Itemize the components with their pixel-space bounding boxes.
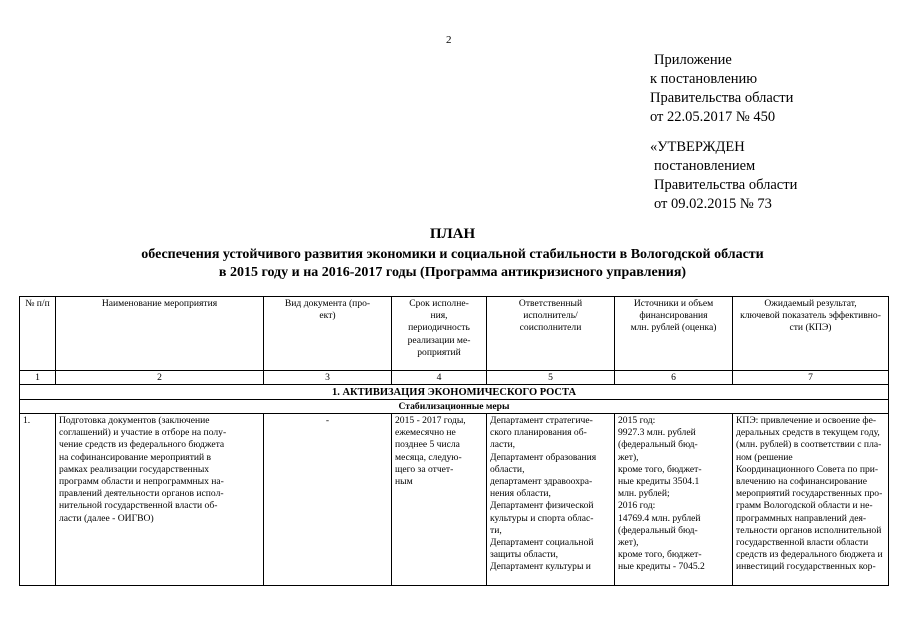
column-number-6: 6 [615, 371, 733, 385]
plan-table [19, 296, 889, 586]
subtitle-line-1: обеспечения устойчивого развития экономики и социальной стабильности в Вологодской области [141, 247, 764, 262]
header-document-type: Вид документа (про- ект) [264, 297, 392, 371]
column-number-7: 7 [733, 371, 889, 385]
column-number-1: 1 [20, 371, 56, 385]
table-header-row [20, 297, 889, 371]
row-result: КПЭ: привлечение и освоение фе- деральных средств в текущем году, (млн. рублей) в соответствии с пла- ном (решение Координационного Совета по при- влечению на софинансирование мероприятий государственных про- грамм Вологодской области и не- программных направлений дея- тельности органов исполнительной государственной власти области средств из федерального бюджета и инвестиций государственных кор- [733, 414, 889, 586]
appendix-line-1: Приложение [654, 52, 732, 68]
section-title: 1. АКТИВИЗАЦИЯ ЭКОНОМИЧЕСКОГО РОСТА [20, 385, 889, 400]
header-deadline: Срок исполне- ния, периодичность реализации ме- роприятий [392, 297, 487, 371]
header-financing: Источники и объем финансирования млн. рублей (оценка) [615, 297, 733, 371]
row-activity: Подготовка документов (заключение соглашений) и участие в отборе на полу- чение средств из федерального бюджета на софинансирование мероприятий в рамках реализации государственных программ области и непрограммных на- правлений деятельности органов испол- нительной государственной власти об- ласти (далее - ОИГВО) [56, 414, 264, 586]
header-activity: Наименование мероприятия [56, 297, 264, 371]
appendix-line-2: к постановлению [650, 71, 758, 87]
subsection-row [20, 400, 889, 414]
document-subtitle [0, 246, 905, 282]
approval-line-4: от 09.02.2015 № 73 [654, 196, 772, 212]
column-number-3: 3 [264, 371, 392, 385]
row-financing: 2015 год: 9927.3 млн. рублей (федеральный бюд- жет), кроме того, бюджет- ные кредиты 3504.1 млн. рублей; 2016 год: 14769.4 млн. рублей (федеральный бюд- жет), кроме того, бюджет- ные кредиты - 7045.2 [615, 414, 733, 586]
approval-line-1: «УТВЕРЖДЕН [650, 139, 745, 155]
header-number: № п/п [20, 297, 56, 371]
approval-line-3: Правительства области [654, 177, 798, 193]
column-number-2: 2 [56, 371, 264, 385]
page-number: 2 [446, 34, 452, 46]
approval-line-2: постановлением [654, 158, 756, 174]
subsection-title: Стабилизационные меры [20, 400, 889, 414]
row-number: 1. [20, 414, 56, 586]
appendix-line-4: от 22.05.2017 № 450 [650, 109, 776, 125]
header-responsible: Ответственный исполнитель/ соисполнители [487, 297, 615, 371]
header-result: Ожидаемый результат, ключевой показатель эффективно- сти (КПЭ) [733, 297, 889, 371]
section-row [20, 385, 889, 400]
appendix-line-3: Правительства области [650, 90, 794, 106]
row-responsible: Департамент стратегиче- ского планирования об- ласти, Департамент образования области, департамент здравоохра- нения области, Департамент физической культуры и спорта облас- ти, Департамент социальной защиты области, Департамент культуры и [487, 414, 615, 586]
column-number-4: 4 [392, 371, 487, 385]
column-number-row [20, 371, 889, 385]
table-row [20, 414, 889, 586]
approval-block [650, 138, 797, 214]
row-document-type: - [264, 414, 392, 586]
appendix-block [650, 51, 793, 127]
document-title: ПЛАН [429, 226, 476, 242]
column-number-5: 5 [487, 371, 615, 385]
subtitle-line-2: в 2015 году и на 2016-2017 годы (Программа антикризисного управления) [218, 265, 687, 280]
row-deadline: 2015 - 2017 годы, ежемесячно не позднее 5 числа месяца, следую- щего за отчет- ным [392, 414, 487, 586]
